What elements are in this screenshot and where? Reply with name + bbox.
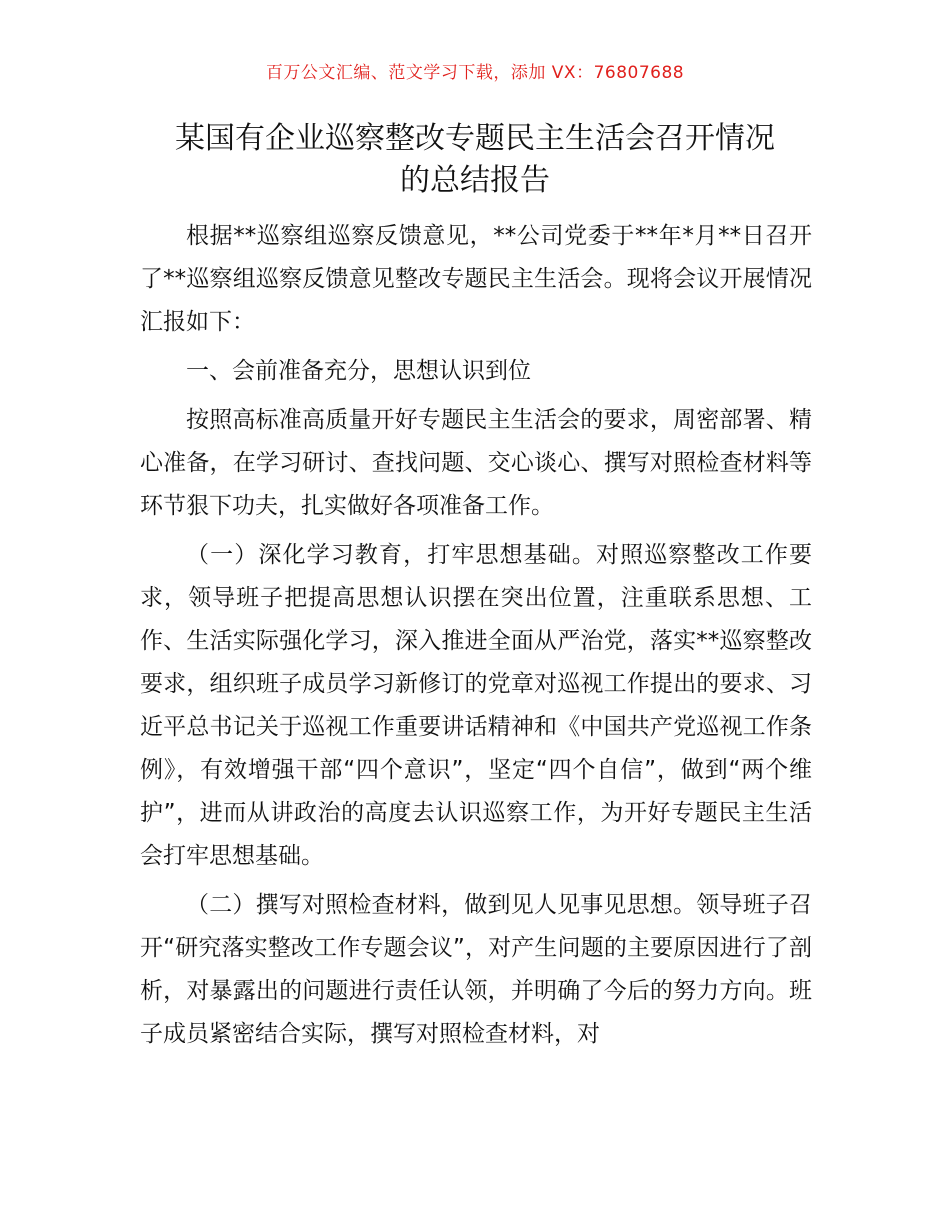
paragraph-study-education: （一）深化学习教育，打牢思想基础。对照巡察整改工作要求，领导班子把提高思想认识摆在突出位置，注重联系思想、工作、生活实际强化学习，深入推进全面从严治党，落实**巡察整改要求，组织班子成员学习新修订的党章对巡视工作提出的要求、习近平总书记关于巡视工作重要讲话精神和《中国共产党巡视工作条例》，有效增强干部“四个意识”，坚定“四个自信”，做到“两个维护”，进而从讲政治的高度去认识巡察工作，为开好专题民主生活会打牢思想基础。 xyxy=(140,542,812,869)
paragraph-intro: 根据**巡察组巡察反馈意见，**公司党委于**年*月**日召开了**巡察组巡察反馈意见整改专题民主生活会。现将会议开展情况汇报如下： xyxy=(140,223,812,335)
document-title xyxy=(120,118,830,202)
title-line-1: 某国有企业巡察整改专题民主生活会召开情况 xyxy=(175,121,775,156)
paragraph-preparation: 按照高标准高质量开好专题民主生活会的要求，周密部署、精心准备，在学习研讨、查找问题、交心谈心、撰写对照检查材料等环节狠下功夫，扎实做好各项准备工作。 xyxy=(140,407,812,519)
section-heading-1: 一、会前准备充分，思想认识到位 xyxy=(186,358,531,384)
document-body xyxy=(140,215,812,1056)
header-watermark-note: 百万公文汇编、范文学习下载，添加 VX：76807688 xyxy=(265,63,685,83)
paragraph-self-examination: （二）撰写对照检查材料，做到见人见事见思想。领导班子召开“研究落实整改工作专题会议”，对产生问题的主要原因进行了剖析，对暴露出的问题进行责任认领，并明确了今后的努力方向。班子成员紧密结合实际，撰写对照检查材料，对 xyxy=(140,892,812,1047)
title-line-2: 的总结报告 xyxy=(400,163,550,198)
